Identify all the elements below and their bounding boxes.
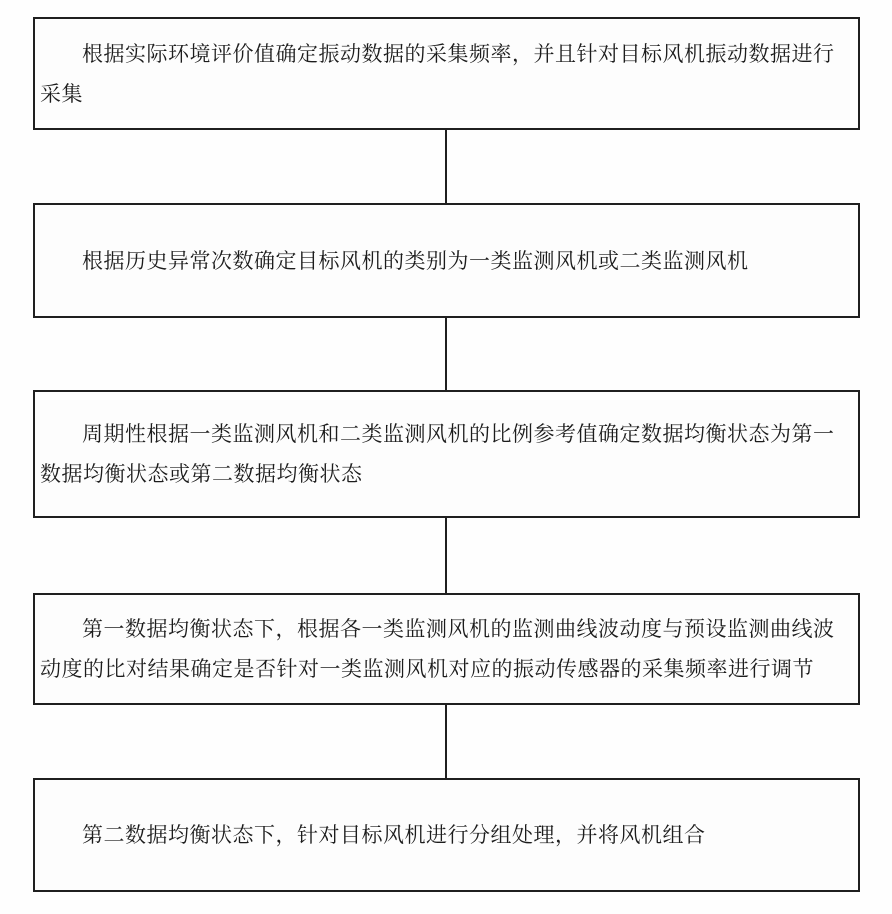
connector-line-1-2	[445, 130, 447, 203]
flow-step-text-1: 根据实际环境评价值确定振动数据的采集频率，并且针对目标风机振动数据进行采集	[40, 41, 835, 106]
flow-step-text-5: 第二数据均衡状态下，针对目标风机进行分组处理，并将风机组合	[82, 823, 706, 847]
flow-step-text-3: 周期性根据一类监测风机和二类监测风机的比例参考值确定数据均衡状态为第一数据均衡状态或第二数据均衡状态	[40, 422, 835, 486]
connector-line-2-3	[445, 318, 447, 390]
flow-step-text-4: 第一数据均衡状态下，根据各一类监测风机的监测曲线波动度与预设监测曲线波动度的比对结果确定是否针对一类监测风机对应的振动传感器的采集频率进行调节	[40, 617, 835, 681]
flow-step-box-2	[33, 203, 860, 318]
flow-step-box-4	[33, 593, 860, 705]
flow-step-box-1	[33, 17, 860, 130]
flow-step-box-5	[33, 778, 860, 892]
flow-step-text-2: 根据历史异常次数确定目标风机的类别为一类监测风机或二类监测风机	[82, 248, 749, 273]
connector-line-4-5	[445, 705, 447, 778]
flow-step-box-3	[33, 390, 860, 518]
connector-line-3-4	[445, 518, 447, 593]
